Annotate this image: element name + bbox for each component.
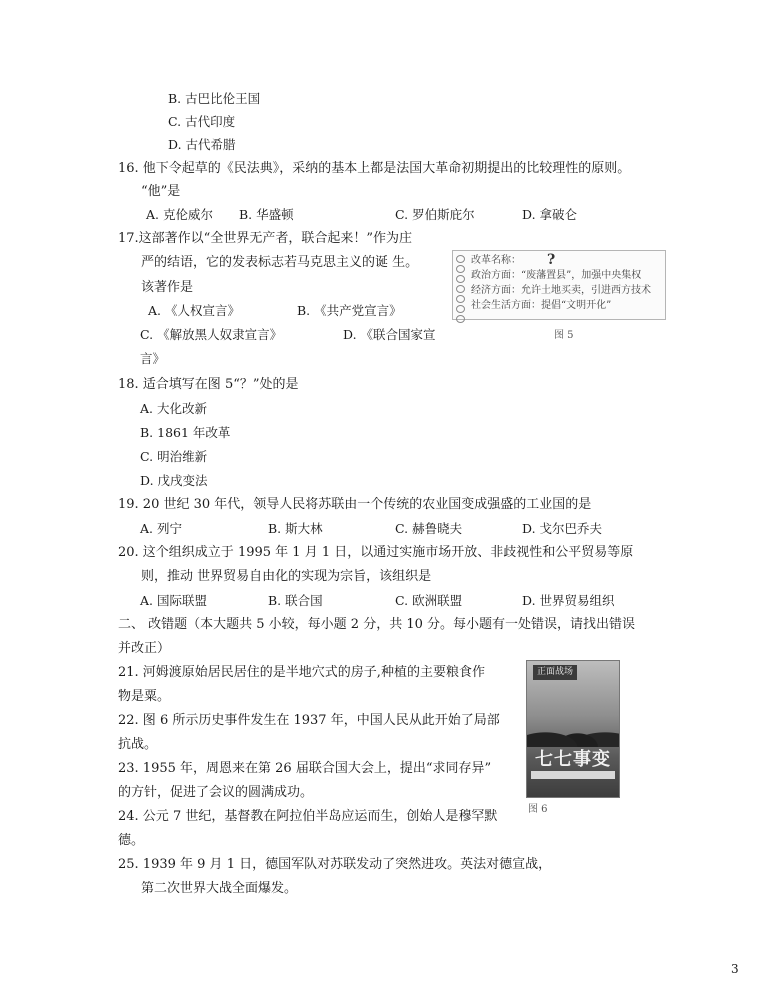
- q18-option-d: D. 戊戌变法: [140, 473, 208, 488]
- q17-option-d-tail: 言》: [140, 351, 166, 366]
- section-2-heading-line-1: 二、 改错题（本大题共 5 小较，每小题 2 分，共 10 分。每小题有一处错误，请找出错误: [118, 617, 636, 632]
- q25-line-1: 25. 1939 年 9 月 1 日，德国军队对苏联发动了突然进攻。英法对德宣战，: [118, 857, 552, 872]
- q18-option-a: A. 大化改新: [140, 401, 207, 416]
- q24-line-1: 24. 公元 7 世纪，基督教在阿拉伯半岛应运而生，创始人是穆罕默: [118, 809, 498, 824]
- figure-5-line-3: 经济方面：允许土地买卖，引进西方技术: [471, 285, 651, 296]
- q22-line-1: 22. 图 6 所示历史事件发生在 1937 年，中国人民从此开始了局部: [118, 713, 500, 728]
- section-2-heading-line-2: 并改正）: [118, 641, 171, 656]
- q19-option-b: B. 斯大林: [268, 521, 323, 536]
- q20-option-a: A. 国际联盟: [140, 593, 207, 608]
- q25-line-2: 第二次世界大战全面爆发。: [141, 881, 298, 896]
- q17-stem-line-1: 17.这部著作以“全世界无产者，联合起来！”作为庄: [118, 231, 412, 246]
- q18-option-c: C. 明治维新: [140, 449, 208, 464]
- q17-option-b: B. 《共产党宣言》: [297, 303, 402, 318]
- q16-option-a: A. 克伦威尔: [146, 207, 213, 222]
- q23-line-2: 的方针，促进了会议的圆满成功。: [118, 785, 314, 800]
- poster-subtitle-band: [531, 771, 615, 779]
- q23-line-1: 23. 1955 年，周恩来在第 26 届联合国大会上，提出“求同存异”: [118, 761, 492, 776]
- poster-header: 正面战场: [533, 665, 577, 680]
- q16-stem-line-2: “他”是: [141, 184, 181, 199]
- soldier-silhouettes: [527, 713, 619, 747]
- q17-option-c: C. 《解放黑人奴隶宣言》: [140, 327, 283, 342]
- q20-option-c: C. 欧洲联盟: [395, 593, 463, 608]
- q17-option-d: D. 《联合国家宣: [343, 327, 436, 342]
- figure-5-line-1: 改革名称：: [471, 255, 521, 266]
- q15-option-d: D. 古代希腊: [168, 137, 236, 152]
- q20-stem-line-2: 则，推动 世界贸易自由化的实现为宗旨，该组织是: [141, 569, 432, 584]
- poster-title: 七七事变: [535, 749, 611, 770]
- q17-stem-line-3: 该著作是: [141, 280, 194, 295]
- q19-option-c: C. 赫鲁晓夫: [395, 521, 463, 536]
- q15-option-b: B. 古巴比伦王国: [168, 91, 261, 106]
- figure-6-caption: 图 6: [528, 804, 548, 815]
- q17-stem-line-2: 严的结语，它的发表标志若马克思主义的诞 生。: [141, 255, 419, 270]
- q20-stem-line-1: 20. 这个组织成立于 1995 年 1 月 1 日，以通过实施市场开放、非歧视性和公平贸易等原: [118, 545, 634, 560]
- q24-line-2: 德。: [118, 833, 145, 848]
- q21-line-1: 21. 河姆渡原始居民居住的是半地穴式的房子,种植的主要粮食作: [118, 665, 485, 680]
- figure-6-poster: [526, 660, 620, 798]
- page-number: 3: [731, 962, 739, 976]
- q22-line-2: 抗战。: [118, 737, 158, 752]
- q16-option-c: C. 罗伯斯庇尔: [395, 207, 475, 222]
- figure-5-notebook: [452, 250, 666, 320]
- q19-option-d: D. 戈尔巴乔夫: [522, 521, 603, 536]
- q16-option-b: B. 华盛顿: [239, 207, 294, 222]
- q16-stem-line-1: 16. 他下令起草的《民法典》，采纳的基本上都是法国大革命初期提出的比较理性的原则。: [118, 161, 631, 176]
- q18-option-b: B. 1861 年改革: [140, 425, 231, 440]
- q16-option-d: D. 拿破仑: [522, 207, 578, 222]
- q19-stem: 19. 20 世纪 30 年代，领导人民将苏联由一个传统的农业国变成强盛的工业国的是: [118, 497, 592, 512]
- q20-option-b: B. 联合国: [268, 593, 323, 608]
- q15-option-c: C. 古代印度: [168, 114, 236, 129]
- q19-option-a: A. 列宁: [140, 521, 182, 536]
- figure-5-question-mark: ?: [547, 252, 556, 268]
- q17-option-a: A. 《人权宣言》: [148, 303, 240, 318]
- spiral-binding: [456, 255, 466, 315]
- figure-5-caption: 图 5: [554, 330, 574, 341]
- figure-5-line-2: 政治方面：“废藩置县”，加强中央集权: [471, 270, 642, 281]
- q21-line-2: 物是粟。: [118, 689, 171, 704]
- q18-stem: 18. 适合填写在图 5“？”处的是: [118, 377, 299, 392]
- figure-5-line-4: 社会生活方面：提倡“文明开化”: [471, 300, 612, 311]
- q20-option-d: D. 世界贸易组织: [522, 593, 615, 608]
